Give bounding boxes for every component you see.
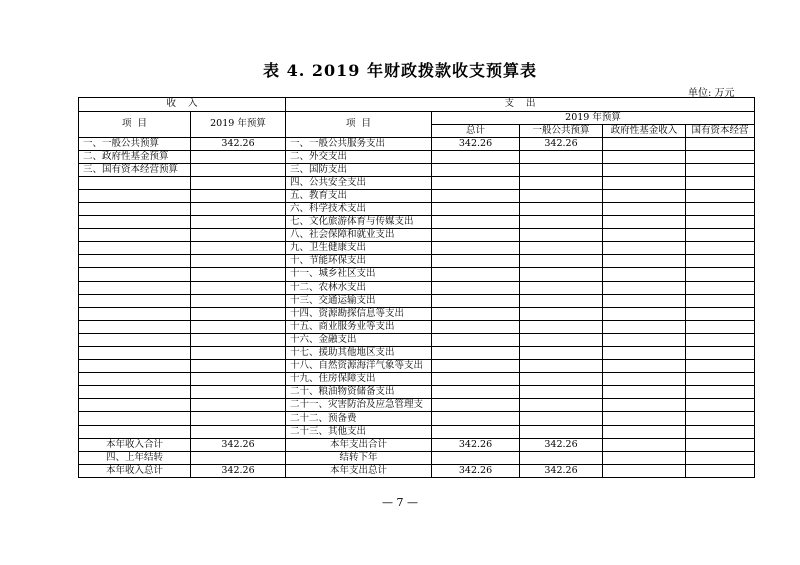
income-amount-cell xyxy=(191,176,286,189)
gov-fund-cell xyxy=(603,399,686,412)
general-cell: 342.26 xyxy=(520,438,603,451)
expense-item-cell: 四、公共安全支出 xyxy=(286,176,432,189)
income-header: 收 入 xyxy=(79,98,286,112)
income-amount-cell xyxy=(191,216,286,229)
state-capital-cell xyxy=(686,255,755,268)
table-row xyxy=(79,163,755,176)
state-capital-cell xyxy=(686,281,755,294)
gov-fund-cell xyxy=(603,176,686,189)
general-cell xyxy=(520,333,603,346)
gov-fund-cell xyxy=(603,255,686,268)
general-cell xyxy=(520,189,603,202)
gov-fund-header: 政府性基金收入 xyxy=(603,124,686,137)
income-amount-cell xyxy=(191,386,286,399)
expense-item-cell: 本年支出总计 xyxy=(286,464,432,477)
income-budget-header: 2019 年预算 xyxy=(191,111,286,137)
income-amount-cell xyxy=(191,242,286,255)
gov-fund-cell xyxy=(603,451,686,464)
table-row xyxy=(79,216,755,229)
state-capital-cell xyxy=(686,242,755,255)
income-amount-cell: 342.26 xyxy=(191,464,286,477)
total-cell xyxy=(432,176,520,189)
income-item-cell xyxy=(79,347,191,360)
income-amount-cell: 342.26 xyxy=(191,137,286,150)
income-amount-cell xyxy=(191,373,286,386)
gov-fund-cell xyxy=(603,281,686,294)
general-cell xyxy=(520,229,603,242)
general-header: 一般公共预算 xyxy=(520,124,603,137)
table-row xyxy=(79,333,755,346)
total-cell xyxy=(432,412,520,425)
expense-item-cell: 十一、城乡社区支出 xyxy=(286,268,432,281)
state-capital-cell xyxy=(686,307,755,320)
state-capital-cell xyxy=(686,412,755,425)
gov-fund-cell xyxy=(603,373,686,386)
state-capital-cell xyxy=(686,137,755,150)
gov-fund-cell xyxy=(603,412,686,425)
total-cell xyxy=(432,347,520,360)
general-cell: 342.26 xyxy=(520,464,603,477)
expense-item-cell: 结转下年 xyxy=(286,451,432,464)
state-capital-cell xyxy=(686,150,755,163)
income-amount-cell xyxy=(191,451,286,464)
income-amount-cell xyxy=(191,333,286,346)
expense-item-cell: 二、外交支出 xyxy=(286,150,432,163)
gov-fund-cell xyxy=(603,294,686,307)
income-item-cell xyxy=(79,268,191,281)
gov-fund-cell xyxy=(603,268,686,281)
table-row xyxy=(79,150,755,163)
income-item-cell: 一、一般公共预算 xyxy=(79,137,191,150)
table-row xyxy=(79,137,755,150)
gov-fund-cell xyxy=(603,307,686,320)
gov-fund-cell xyxy=(603,163,686,176)
expense-item-cell: 三、国防支出 xyxy=(286,163,432,176)
state-capital-cell xyxy=(686,399,755,412)
income-amount-cell xyxy=(191,360,286,373)
state-capital-cell xyxy=(686,451,755,464)
gov-fund-cell xyxy=(603,438,686,451)
total-cell: 342.26 xyxy=(432,464,520,477)
income-item-cell xyxy=(79,333,191,346)
gov-fund-cell xyxy=(603,360,686,373)
gov-fund-cell xyxy=(603,464,686,477)
income-item-cell xyxy=(79,307,191,320)
income-item-cell xyxy=(79,320,191,333)
expense-item-cell: 十八、自然资源海洋气象等支出 xyxy=(286,360,432,373)
total-cell xyxy=(432,281,520,294)
general-cell xyxy=(520,216,603,229)
income-amount-cell xyxy=(191,229,286,242)
page-number: — 7 — xyxy=(382,496,418,509)
gov-fund-cell xyxy=(603,320,686,333)
document-title: 表 4. 2019 年财政拨款收支预算表 xyxy=(263,61,537,80)
state-capital-cell xyxy=(686,347,755,360)
budget-table xyxy=(78,97,755,478)
general-cell xyxy=(520,412,603,425)
total-cell xyxy=(432,399,520,412)
total-cell xyxy=(432,255,520,268)
state-capital-cell xyxy=(686,229,755,242)
table-row xyxy=(79,347,755,360)
table-row xyxy=(79,294,755,307)
general-cell xyxy=(520,202,603,215)
expense-item-cell: 六、科学技术支出 xyxy=(286,202,432,215)
expense-item-cell: 十三、交通运输支出 xyxy=(286,294,432,307)
state-capital-cell xyxy=(686,320,755,333)
state-capital-cell xyxy=(686,216,755,229)
general-cell xyxy=(520,163,603,176)
general-cell xyxy=(520,451,603,464)
income-item-cell: 三、国有资本经营预算 xyxy=(79,163,191,176)
summary-row xyxy=(79,451,755,464)
income-item-cell: 本年收入总计 xyxy=(79,464,191,477)
gov-fund-cell xyxy=(603,202,686,215)
state-capital-cell xyxy=(686,268,755,281)
total-cell xyxy=(432,216,520,229)
income-amount-cell xyxy=(191,150,286,163)
state-capital-cell xyxy=(686,294,755,307)
header-row-top xyxy=(79,98,755,112)
gov-fund-cell xyxy=(603,242,686,255)
expense-item-cell: 五、教育支出 xyxy=(286,189,432,202)
expense-item-header: 项 目 xyxy=(286,111,432,137)
income-item-cell xyxy=(79,412,191,425)
general-cell xyxy=(520,360,603,373)
table-row xyxy=(79,255,755,268)
total-cell xyxy=(432,242,520,255)
total-cell xyxy=(432,294,520,307)
total-cell xyxy=(432,307,520,320)
state-capital-cell xyxy=(686,425,755,438)
gov-fund-cell xyxy=(603,333,686,346)
table-row xyxy=(79,360,755,373)
income-amount-cell: 342.26 xyxy=(191,438,286,451)
state-capital-cell xyxy=(686,189,755,202)
income-item-cell xyxy=(79,294,191,307)
summary-row xyxy=(79,464,755,477)
table-row xyxy=(79,202,755,215)
table-row xyxy=(79,229,755,242)
income-amount-cell xyxy=(191,189,286,202)
income-item-cell xyxy=(79,373,191,386)
income-item-cell: 本年收入合计 xyxy=(79,438,191,451)
header-row-mid xyxy=(79,111,755,124)
general-cell xyxy=(520,242,603,255)
income-amount-cell xyxy=(191,202,286,215)
table-row xyxy=(79,320,755,333)
gov-fund-cell xyxy=(603,229,686,242)
income-amount-cell xyxy=(191,412,286,425)
expense-item-cell: 十六、金融支出 xyxy=(286,333,432,346)
income-item-cell xyxy=(79,202,191,215)
income-item-cell xyxy=(79,255,191,268)
income-amount-cell xyxy=(191,281,286,294)
income-item-cell xyxy=(79,242,191,255)
expense-item-cell: 二十三、其他支出 xyxy=(286,425,432,438)
expense-item-cell: 二十一、灾害防治及应急管理支 xyxy=(286,399,432,412)
total-cell xyxy=(432,451,520,464)
gov-fund-cell xyxy=(603,216,686,229)
total-cell xyxy=(432,189,520,202)
table-row xyxy=(79,412,755,425)
income-amount-cell xyxy=(191,425,286,438)
income-amount-cell xyxy=(191,320,286,333)
expense-item-cell: 十四、资源勘探信息等支出 xyxy=(286,307,432,320)
income-item-cell xyxy=(79,189,191,202)
state-capital-cell xyxy=(686,438,755,451)
expense-header: 支 出 xyxy=(286,98,755,112)
general-cell xyxy=(520,150,603,163)
total-header: 总计 xyxy=(432,124,520,137)
state-capital-header: 国有资本经营 xyxy=(686,124,755,137)
expense-item-cell: 二十二、预备费 xyxy=(286,412,432,425)
expense-item-cell: 十九、住房保障支出 xyxy=(286,373,432,386)
income-amount-cell xyxy=(191,347,286,360)
table-row xyxy=(79,189,755,202)
table-row xyxy=(79,373,755,386)
expense-item-cell: 十五、商业服务业等支出 xyxy=(286,320,432,333)
general-cell xyxy=(520,307,603,320)
expense-item-cell: 一、一般公共服务支出 xyxy=(286,137,432,150)
expense-item-cell: 十二、农林水支出 xyxy=(286,281,432,294)
expense-budget-header: 2019 年预算 xyxy=(432,111,755,124)
general-cell xyxy=(520,386,603,399)
general-cell xyxy=(520,176,603,189)
state-capital-cell xyxy=(686,163,755,176)
expense-item-cell: 九、卫生健康支出 xyxy=(286,242,432,255)
income-amount-cell xyxy=(191,399,286,412)
expense-item-cell: 十、节能环保支出 xyxy=(286,255,432,268)
state-capital-cell xyxy=(686,202,755,215)
summary-row xyxy=(79,438,755,451)
state-capital-cell xyxy=(686,333,755,346)
gov-fund-cell xyxy=(603,137,686,150)
total-cell xyxy=(432,229,520,242)
gov-fund-cell xyxy=(603,347,686,360)
expense-item-cell: 二十、粮油物资储备支出 xyxy=(286,386,432,399)
general-cell xyxy=(520,255,603,268)
table-row xyxy=(79,399,755,412)
income-item-cell: 二、政府性基金预算 xyxy=(79,150,191,163)
total-cell xyxy=(432,360,520,373)
income-item-cell: 四、上年结转 xyxy=(79,451,191,464)
table-row xyxy=(79,386,755,399)
expense-item-cell: 本年支出合计 xyxy=(286,438,432,451)
income-amount-cell xyxy=(191,255,286,268)
unit-label: 单位: 万元 xyxy=(688,88,735,99)
state-capital-cell xyxy=(686,176,755,189)
gov-fund-cell xyxy=(603,386,686,399)
income-item-cell xyxy=(79,216,191,229)
expense-item-cell: 八、社会保障和就业支出 xyxy=(286,229,432,242)
state-capital-cell xyxy=(686,464,755,477)
income-amount-cell xyxy=(191,163,286,176)
table-row xyxy=(79,281,755,294)
income-amount-cell xyxy=(191,294,286,307)
total-cell xyxy=(432,320,520,333)
table-row xyxy=(79,425,755,438)
total-cell: 342.26 xyxy=(432,438,520,451)
income-item-cell xyxy=(79,386,191,399)
total-cell xyxy=(432,373,520,386)
total-cell xyxy=(432,333,520,346)
state-capital-cell xyxy=(686,386,755,399)
general-cell xyxy=(520,373,603,386)
income-item-cell xyxy=(79,229,191,242)
state-capital-cell xyxy=(686,360,755,373)
state-capital-cell xyxy=(686,373,755,386)
total-cell xyxy=(432,202,520,215)
table-row xyxy=(79,242,755,255)
income-item-cell xyxy=(79,425,191,438)
table-row xyxy=(79,176,755,189)
income-amount-cell xyxy=(191,268,286,281)
table-row xyxy=(79,268,755,281)
total-cell xyxy=(432,150,520,163)
total-cell: 342.26 xyxy=(432,137,520,150)
general-cell xyxy=(520,281,603,294)
income-item-header: 项 目 xyxy=(79,111,191,137)
general-cell xyxy=(520,425,603,438)
general-cell xyxy=(520,399,603,412)
income-item-cell xyxy=(79,399,191,412)
general-cell xyxy=(520,320,603,333)
total-cell xyxy=(432,386,520,399)
gov-fund-cell xyxy=(603,425,686,438)
total-cell xyxy=(432,163,520,176)
income-item-cell xyxy=(79,176,191,189)
income-item-cell xyxy=(79,360,191,373)
gov-fund-cell xyxy=(603,189,686,202)
general-cell: 342.26 xyxy=(520,137,603,150)
income-item-cell xyxy=(79,281,191,294)
income-amount-cell xyxy=(191,307,286,320)
general-cell xyxy=(520,347,603,360)
expense-item-cell: 十七、援助其他地区支出 xyxy=(286,347,432,360)
total-cell xyxy=(432,268,520,281)
general-cell xyxy=(520,268,603,281)
expense-item-cell: 七、文化旅游体育与传媒支出 xyxy=(286,216,432,229)
total-cell xyxy=(432,425,520,438)
gov-fund-cell xyxy=(603,150,686,163)
general-cell xyxy=(520,294,603,307)
table-row xyxy=(79,307,755,320)
